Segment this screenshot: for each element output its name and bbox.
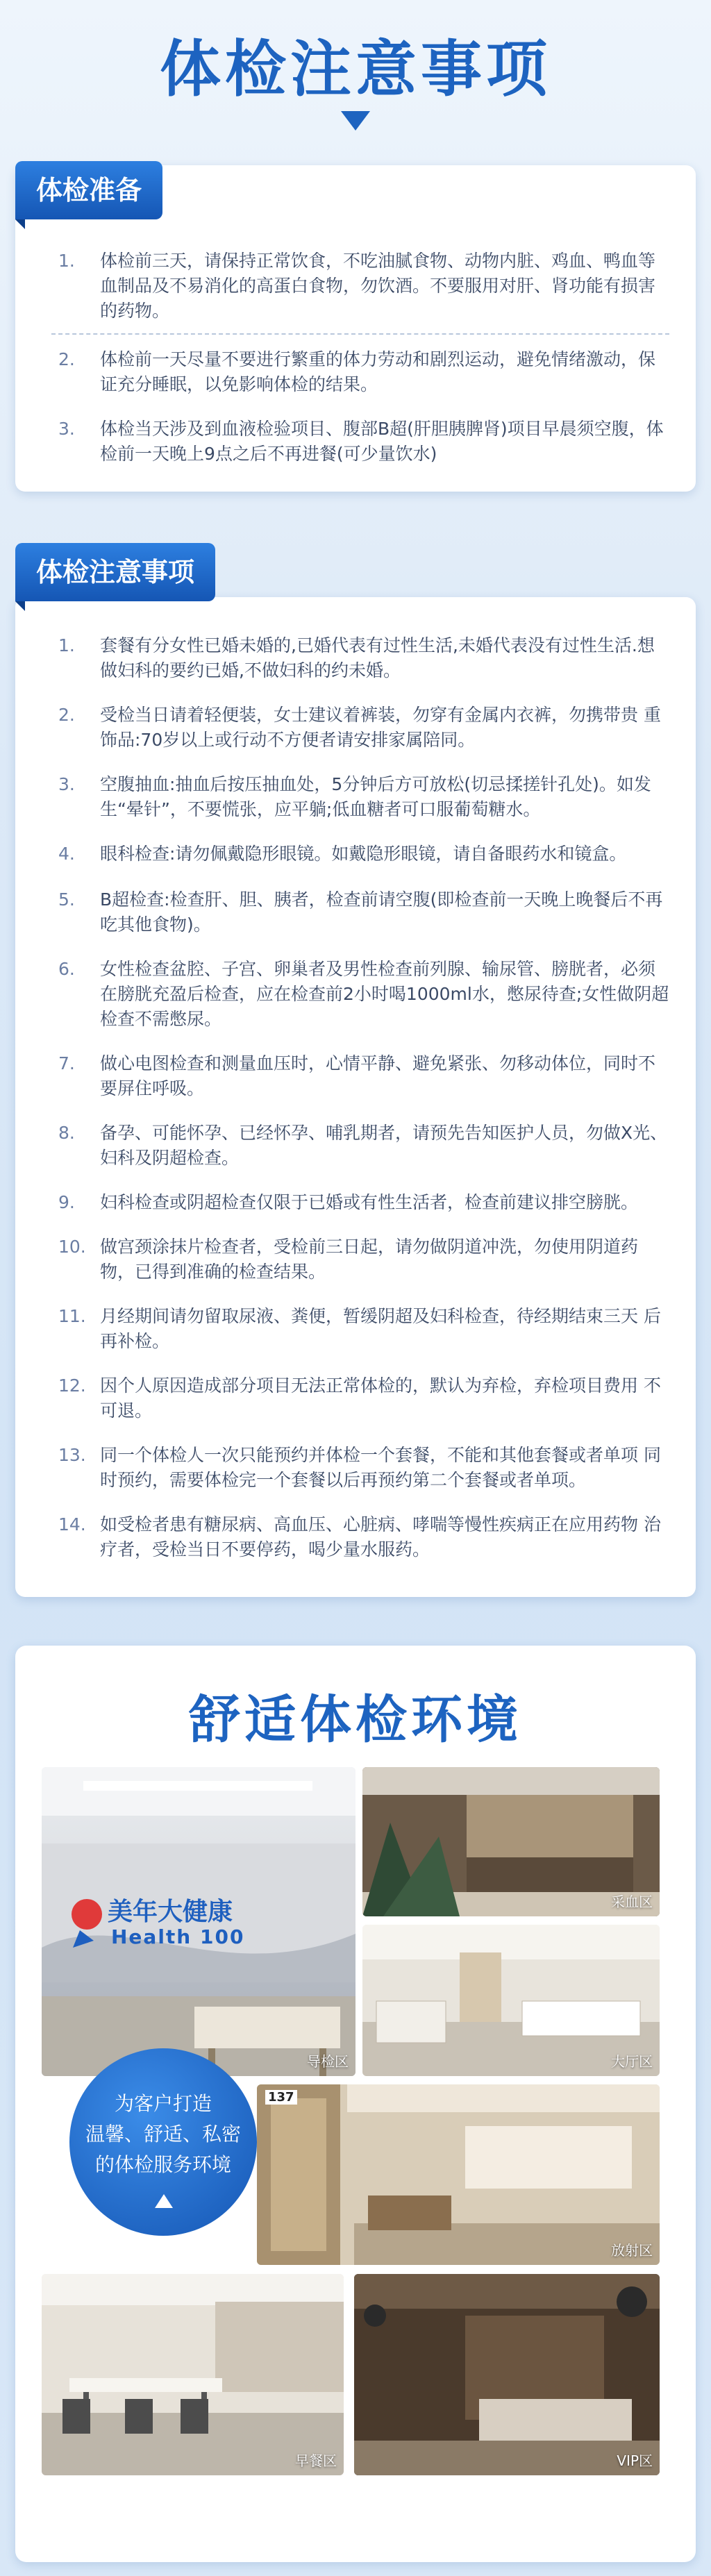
list-item [58,1235,669,1285]
logo-text-en: Health 100 [111,1925,245,1948]
breakfast-area-scene [42,2274,344,2475]
item-number: 1. [58,251,75,271]
room-number: 137 [265,2090,297,2105]
badge-line: 的体检服务环境 [94,2153,231,2176]
item-number: 9. [58,1192,75,1212]
photo-radiology-area [257,2084,660,2265]
photo-lobby-area [362,1925,660,2076]
item-text: 妇科检查或阴超检查仅限于已婚或有性生活者，检查前建议排空膀胱。 [100,1192,639,1212]
photo-blood-area [362,1767,660,1916]
item-text: 月经期间请勿留取尿液、粪便，暂缓阴超及妇科检查，待经期结束三天 后再补检。 [100,1306,661,1351]
service-badge [69,2048,257,2236]
item-number: 5. [58,889,75,910]
item-number: 3. [58,774,75,794]
item-number: 7. [58,1053,75,1073]
list-item [58,1304,669,1354]
photo-breakfast-area [42,2274,344,2475]
item-text: 如受检者患有糖尿病、高血压、心脏病、哮喘等慢性疾病正在应用药物 治疗者，受检当日不要停药，喝少量水服药。 [100,1514,661,1559]
list-item [58,249,669,324]
list-item [58,887,669,937]
item-text: 套餐有分女性已婚未婚的,已婚代表有过性生活,未婚代表没有过性生活.想做妇科的要约已婚,不做妇科的约未婚。 [100,635,655,680]
item-text: 因个人原因造成部分项目无法正常体检的，默认为弃检，弃检项目费用 不可退。 [100,1375,661,1421]
item-number: 8. [58,1123,75,1143]
item-text: 备孕、可能怀孕、已经怀孕、哺乳期者，请预先告知医护人员，勿做X光、妇科及阴超检查。 [100,1123,668,1168]
item-number: 12. [58,1375,86,1396]
item-number: 2. [58,705,75,725]
radiology-area-scene [257,2084,660,2265]
item-text: 做宫颈涂抹片检查者，受检前三日起，请勿做阴道冲洗，勿使用阴道药 物，已得到准确的检查结果。 [100,1237,639,1282]
photo-vip-area [354,2274,660,2475]
item-text: 体检前一天尽量不要进行繁重的体力劳动和剧烈运动，避免情绪激动，保证充分睡眠，以免影响体检的结果。 [100,349,656,394]
section-tab-prep: 体检准备 [15,161,162,219]
item-text: 眼科检查:请勿佩戴隐形眼镜。如戴隐形眼镜，请自备眼药水和镜盒。 [100,844,627,864]
badge-line: 温馨、舒适、私密 [85,2123,241,2146]
notes-card [15,597,696,1597]
item-text: 体检当天涉及到血液检验项目、腹部B超(肝胆胰脾肾)项目早晨须空腹，体检前一天晚上9点之后不再进餐(可少量饮水) [100,419,664,464]
logo-text-cn: 美年大健康 [108,1898,233,1926]
photo-label: 采血区 [611,1893,653,1910]
page-title: 体检注意事项 [159,33,551,105]
list-item [58,1443,669,1493]
list-item [58,417,669,467]
item-text: 受检当日请着轻便装，女士建议着裤装，勿穿有金属内衣裤，勿携带贵 重饰品:70岁以上或行动不方便者请安排家属陪同。 [100,705,661,750]
list-item [58,1121,669,1171]
item-number: 2. [58,349,75,369]
divider [51,333,669,335]
list-item [58,633,669,683]
photo-label: VIP区 [617,2452,653,2469]
item-text: 体检前三天，请保持正常饮食，不吃油腻食物、动物内脏、鸡血、鸭血等血制品及不易消化的高蛋白食物，勿饮酒。不要服用对肝、肾功能有损害的药物。 [100,251,656,321]
up-arrow-icon [155,2194,173,2208]
list-item [58,1512,669,1562]
list-item [58,1051,669,1101]
item-number: 4. [58,844,75,864]
photo-label: 放射区 [611,2242,653,2259]
list-item [58,842,669,867]
photo-label: 早餐区 [295,2452,337,2469]
list-item [58,347,669,397]
item-number: 6. [58,959,75,979]
item-text: 同一个体检人一次只能预约并体检一个套餐，不能和其他套餐或者单项 同时预约，需要体检完一个套餐以后再预约第二个套餐或者单项。 [100,1445,661,1490]
item-text: 空腹抽血:抽血后按压抽血处，5分钟后方可放松(切忌揉搓针孔处)。如发生“晕针”，不要慌张，应平躺;低血糖者可口服葡萄糖水。 [100,774,651,819]
photo-label: 导检区 [307,2053,349,2070]
list-item [58,703,669,753]
list-item [58,957,669,1032]
photo-guide-area [42,1767,356,2076]
item-number: 11. [58,1306,86,1326]
badge-line: 为客户打造 [114,2092,212,2115]
item-text: 做心电图检查和测量血压时，心情平静、避免紧张、勿移动体位，同时不要屏住呼吸。 [100,1053,656,1098]
section-tab-notes: 体检注意事项 [15,543,215,601]
item-number: 3. [58,419,75,439]
item-number: 13. [58,1445,86,1465]
vip-area-scene [354,2274,660,2475]
list-item [58,1373,669,1423]
item-number: 10. [58,1237,86,1257]
item-number: 1. [58,635,75,655]
item-text: B超检查:检查肝、胆、胰者，检查前请空腹(即检查前一天晚上晚餐后不再吃其他食物)。 [100,889,663,935]
list-item [58,772,669,822]
environment-title: 舒适体检环境 [189,1690,522,1750]
item-text: 女性检查盆腔、子宫、卵巢者及男性检查前列腺、输尿管、膀胱者，必须在膀胱充盈后检查，应在检查前2小时喝1000ml水，憋尿待查;女性做阴超检查不需憋尿。 [100,959,669,1029]
list-item [58,1190,669,1215]
down-arrow-icon [341,111,370,131]
photo-label: 大厅区 [611,2053,653,2070]
item-number: 14. [58,1514,86,1534]
